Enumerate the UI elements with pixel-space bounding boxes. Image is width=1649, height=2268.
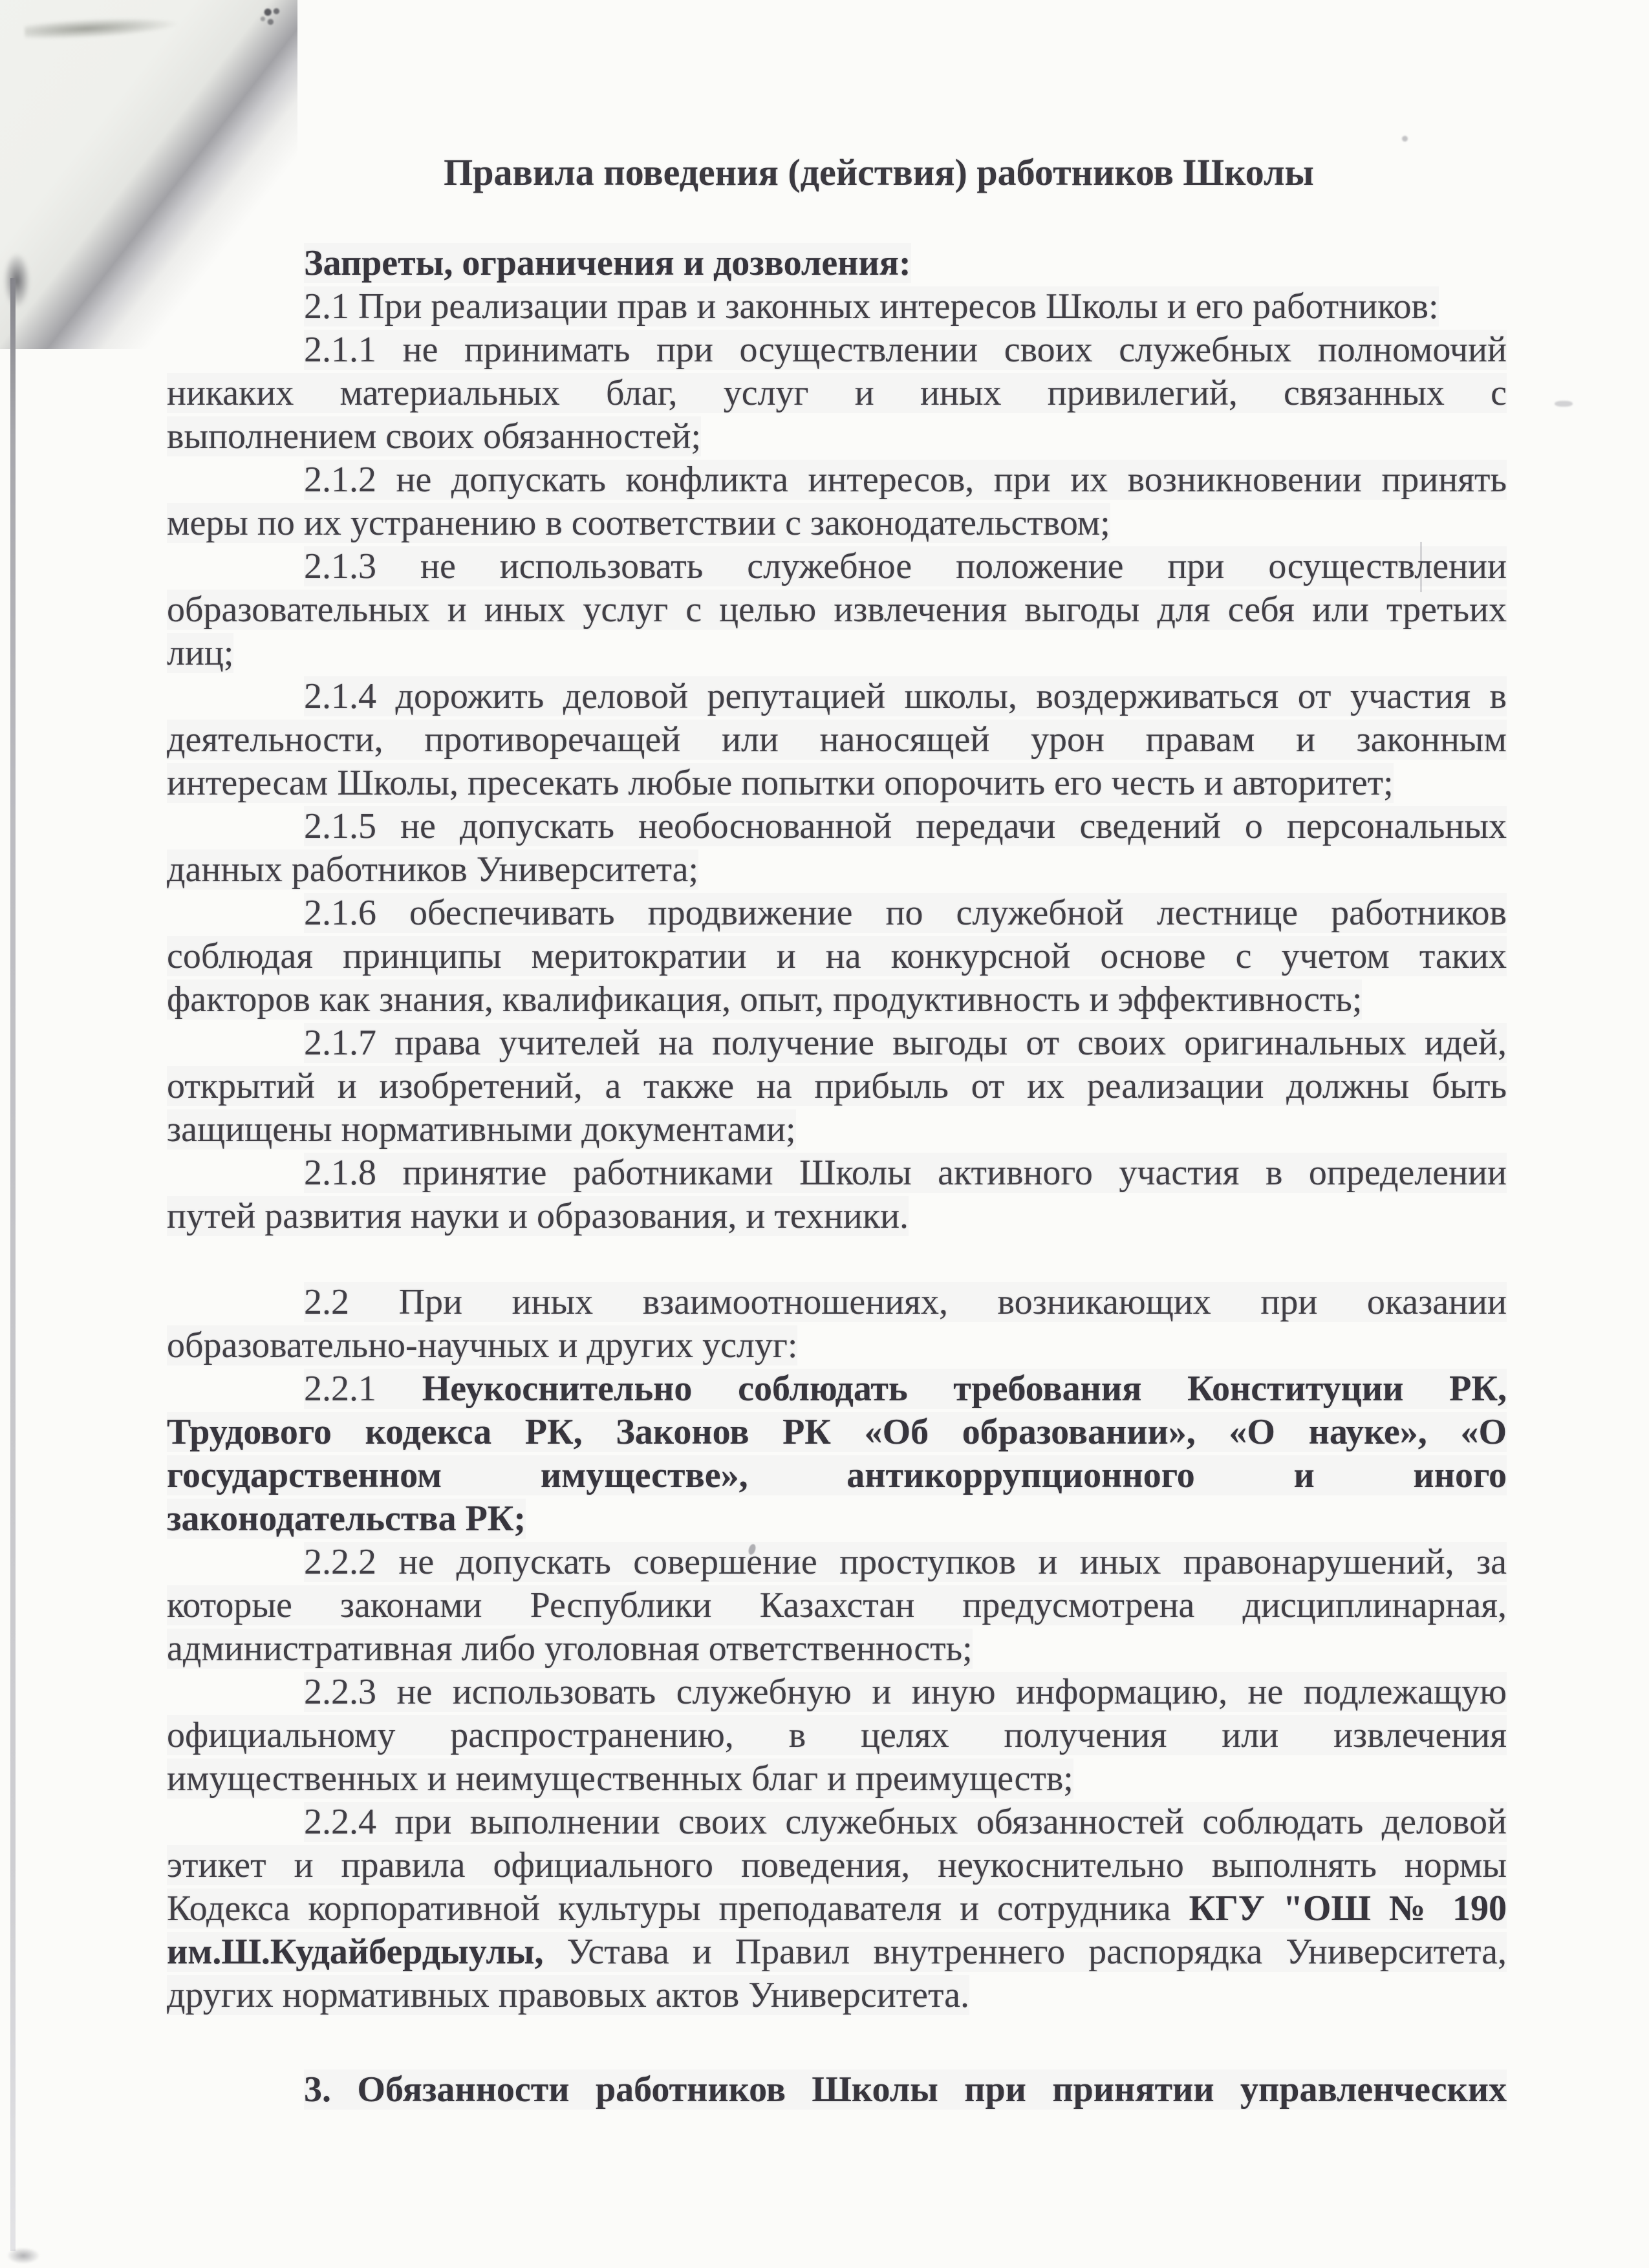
section-heading: Запреты, ограничения и дозволения: bbox=[304, 243, 911, 283]
text-line: никаких материальных благ, услуг и иных привилегий, связанных с bbox=[167, 373, 1507, 413]
text-line: которые законами Республики Казахстан предусмотрена дисциплинарная, bbox=[167, 1585, 1507, 1625]
text-line: 2.1.1 не принимать при осуществлении своих служебных полномочий bbox=[304, 330, 1507, 370]
text-line: других нормативных правовых актов Университета. bbox=[167, 1975, 969, 2015]
text-line: интересам Школы, пресекать любые попытки опорочить его честь и авторитет; bbox=[167, 763, 1394, 803]
ink-squiggle-mark bbox=[254, 3, 288, 34]
page-edge-shadow-knot bbox=[4, 253, 30, 308]
text-line: 2.1.4 дорожить деловой репутацией школы, воздерживаться от участия в bbox=[304, 676, 1507, 716]
text-line: этикет и правила официального поведения, неукоснительно выполнять нормы bbox=[167, 1845, 1507, 1885]
text-line: официальному распространению, в целях получения или извлечения bbox=[167, 1715, 1507, 1755]
text-line: имущественных и неимущественных благ и преимуществ; bbox=[167, 1759, 1073, 1799]
document-body bbox=[167, 150, 1507, 2112]
text-line: данных работников Университета; bbox=[167, 850, 699, 890]
text-line: деятельности, противоречащей или наносящей урон правам и законным bbox=[167, 720, 1507, 760]
text-line: защищены нормативными документами; bbox=[167, 1109, 796, 1150]
text-line: им.Ш.Кудайбердыулы, Устава и Правил внутреннего распорядка Университета, bbox=[167, 1932, 1507, 1972]
text-line: 2.2.4 при выполнении своих служебных обязанностей соблюдать деловой bbox=[304, 1802, 1507, 1842]
scan-speck bbox=[1402, 136, 1408, 142]
text-line: 2.1.3 не использовать служебное положение при осуществлении bbox=[304, 546, 1507, 586]
text-line: 2.1.8 принятие работниками Школы активного участия в определении bbox=[304, 1153, 1507, 1193]
text-line: Трудового кодекса РК, Законов РК «Об образовании», «О науке», «О bbox=[167, 1412, 1507, 1452]
scan-speck bbox=[1555, 401, 1573, 407]
text-line: путей развития науки и образования, и техники. bbox=[167, 1196, 909, 1236]
text-line: 2.1.2 не допускать конфликта интересов, при их возникновении принять bbox=[304, 460, 1507, 500]
text-line: 2.1 При реализации прав и законных интересов Школы и его работников: bbox=[304, 286, 1439, 326]
text-line: факторов как знания, квалификация, опыт, продуктивность и эффективность; bbox=[167, 979, 1363, 1020]
document-title: Правила поведения (действия) работников Школы bbox=[444, 151, 1314, 193]
text-line: государственном имуществе», антикоррупционного и иного bbox=[167, 1455, 1507, 1495]
text-line: выполнением своих обязанностей; bbox=[167, 416, 702, 456]
text-line: административная либо уголовная ответственность; bbox=[167, 1629, 973, 1669]
text-line: лиц; bbox=[167, 633, 234, 673]
text-line: 2.1.6 обеспечивать продвижение по служебной лестнице работников bbox=[304, 893, 1507, 933]
text-line: меры по их устранению в соответствии с законодательством; bbox=[167, 503, 1110, 543]
page-edge-foot-mark bbox=[6, 2247, 40, 2264]
text-line: образовательно-научных и других услуг: bbox=[167, 1325, 798, 1365]
text-line: Кодекса корпоративной культуры преподавателя и сотрудника КГУ "ОШ № 190 bbox=[167, 1888, 1507, 1929]
text-line: 2.2.1 Неукоснительно соблюдать требования Конституции РК, bbox=[304, 1369, 1507, 1409]
text-line: 2.2.3 не использовать служебную и иную информацию, не подлежащую bbox=[304, 1672, 1507, 1712]
text-line: открытий и изобретений, а также на прибыль от их реализации должны быть bbox=[167, 1066, 1507, 1106]
text-line: 2.1.7 права учителей на получение выгоды от своих оригинальных идей, bbox=[304, 1023, 1507, 1063]
text-line: образовательных и иных услуг с целью извлечения выгоды для себя или третьих bbox=[167, 590, 1507, 630]
text-line: соблюдая принципы меритократии и на конкурсной основе с учетом таких bbox=[167, 936, 1507, 976]
text-line: 2.2 При иных взаимоотношениях, возникающих при оказании bbox=[304, 1282, 1507, 1322]
scan-smudge bbox=[24, 14, 180, 42]
text-line: законодательства РК; bbox=[167, 1499, 526, 1539]
text-line: 2.1.5 не допускать необоснованной передачи сведений о персональных bbox=[304, 806, 1507, 846]
page-edge-line bbox=[10, 278, 16, 2251]
text-line: 2.2.2 не допускать совершение проступков и иных правонарушений, за bbox=[304, 1542, 1507, 1582]
section-heading: 3. Обязанности работников Школы при принятии управленческих bbox=[304, 2070, 1507, 2110]
